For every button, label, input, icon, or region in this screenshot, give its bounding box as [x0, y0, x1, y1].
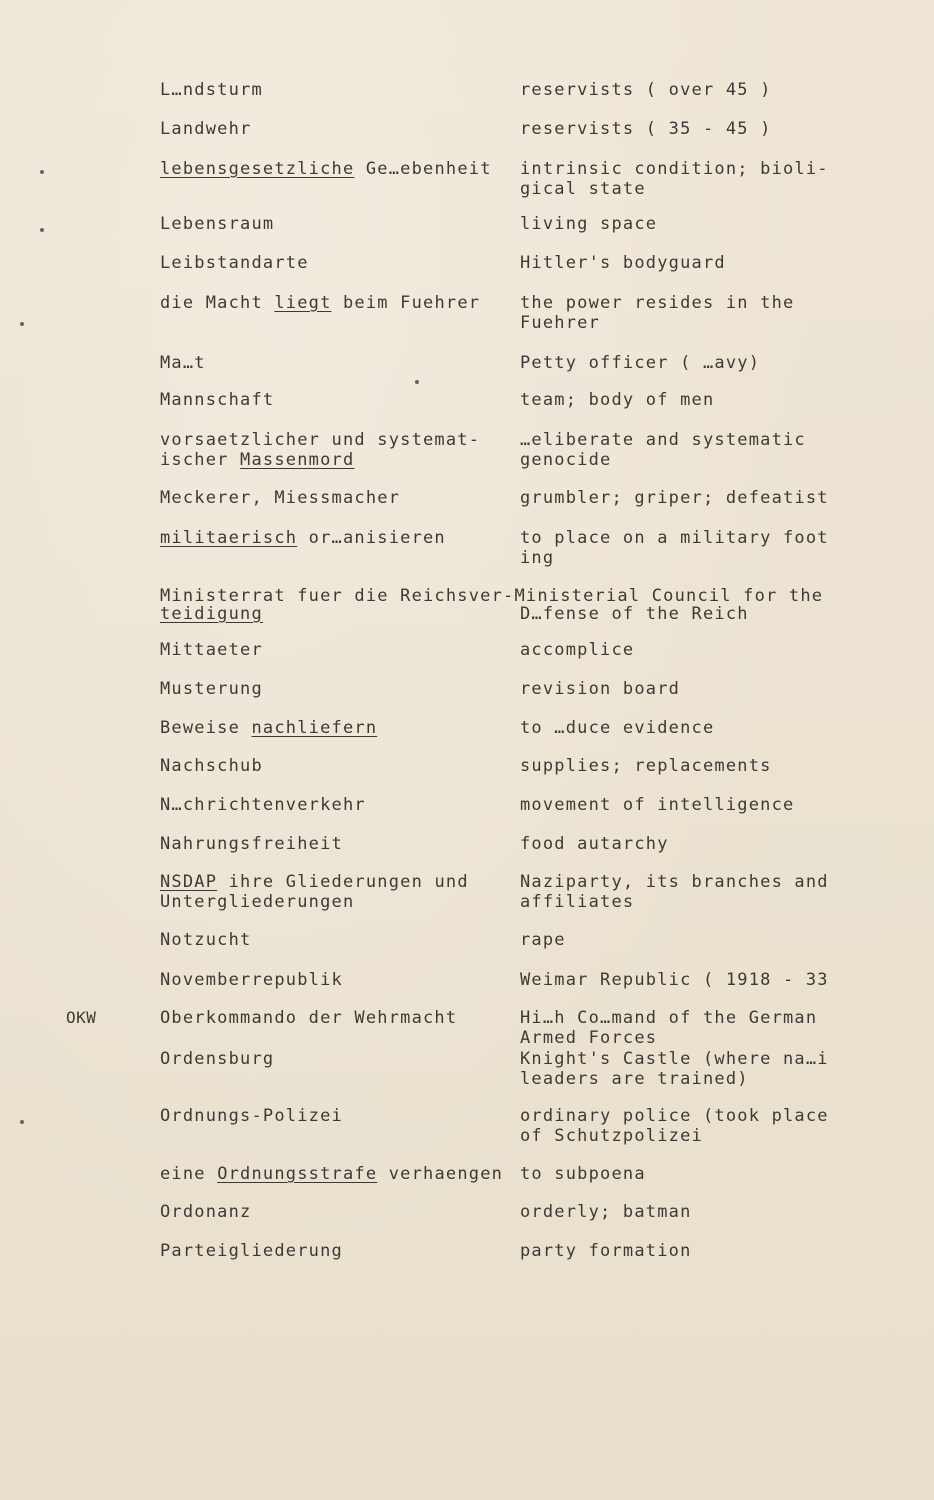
german-term: Leibstandarte — [160, 253, 309, 273]
underlined-word: lebensgesetzliche — [160, 159, 355, 179]
english-translation: reservists ( 35 - 45 ) — [520, 119, 772, 139]
paper-speck — [40, 228, 44, 232]
paper-speck — [20, 1120, 24, 1124]
underlined-word: Ordnungsstrafe — [217, 1164, 378, 1184]
german-term: lebensgesetzliche Ge…ebenheit — [160, 159, 492, 179]
german-term: Notzucht — [160, 930, 252, 950]
german-term: militaerisch or…anisieren — [160, 528, 446, 548]
english-translation: Naziparty, its branches and affiliates — [520, 872, 829, 912]
english-translation: orderly; batman — [520, 1202, 692, 1222]
english-translation: intrinsic condition; bioli- gical state — [520, 159, 829, 199]
paper-speck — [415, 380, 419, 384]
german-term: Mittaeter — [160, 640, 263, 660]
german-term: Landwehr — [160, 119, 252, 139]
english-translation: to subpoena — [520, 1164, 646, 1184]
english-translation: Knight's Castle (where na…i leaders are trained) — [520, 1049, 829, 1089]
german-term: die Macht liegt beim Fuehrer — [160, 293, 481, 313]
english-translation: Hi…h Co…mand of the German Armed Forces — [520, 1008, 818, 1048]
english-translation: reservists ( over 45 ) — [520, 80, 772, 100]
german-term-continuation: teidigung — [160, 604, 263, 624]
english-translation: the power resides in the Fuehrer — [520, 293, 795, 333]
english-translation: party formation — [520, 1241, 692, 1261]
german-term: NSDAP ihre Gliederungen und Untergliederungen — [160, 872, 469, 912]
underlined-word: militaerisch — [160, 528, 298, 548]
underlined-word: NSDAP — [160, 872, 218, 892]
english-translation: revision board — [520, 679, 681, 699]
english-translation: to …duce evidence — [520, 718, 715, 738]
german-term: Parteigliederung — [160, 1241, 343, 1261]
german-term: Ordnungs-Polizei — [160, 1106, 343, 1126]
english-translation: …eliberate and systematic genocide — [520, 430, 806, 470]
underlined-word: Massenmord — [240, 450, 355, 470]
glossary-line: Ministerrat fuer die Reichsver-Ministerial Council for the — [160, 586, 824, 606]
english-translation: Hitler's bodyguard — [520, 253, 726, 273]
german-term: eine Ordnungsstrafe verhaengen — [160, 1164, 504, 1184]
german-term: Novemberrepublik — [160, 970, 343, 990]
abbreviation: OKW — [66, 1008, 97, 1027]
german-term: L…ndsturm — [160, 80, 263, 100]
english-translation: Weimar Republic ( 1918 - 33 — [520, 970, 829, 990]
english-translation: movement of intelligence — [520, 795, 795, 815]
english-translation: supplies; replacements — [520, 756, 772, 776]
german-term: Lebensraum — [160, 214, 275, 234]
german-term: Beweise nachliefern — [160, 718, 378, 738]
german-term: vorsaetzlicher und systemat- ischer Massenmord — [160, 430, 481, 470]
paper-speck — [40, 170, 44, 174]
english-translation: Petty officer ( …avy) — [520, 353, 761, 373]
english-translation: to place on a military foot ing — [520, 528, 829, 568]
english-translation: ordinary police (took place of Schutzpolizei — [520, 1106, 829, 1146]
english-translation: accomplice — [520, 640, 635, 660]
underlined-word: liegt — [274, 293, 332, 313]
english-translation: food autarchy — [520, 834, 669, 854]
german-term: Meckerer, Miessmacher — [160, 488, 401, 508]
german-term: Ordonanz — [160, 1202, 252, 1222]
german-term: Nahrungsfreiheit — [160, 834, 343, 854]
german-term: N…chrichtenverkehr — [160, 795, 366, 815]
german-term: Ordensburg — [160, 1049, 275, 1069]
german-term: Mannschaft — [160, 390, 275, 410]
english-translation: living space — [520, 214, 658, 234]
english-translation-continuation: D…fense of the Reich — [520, 604, 749, 624]
german-term: Ma…t — [160, 353, 206, 373]
english-translation: grumbler; griper; defeatist — [520, 488, 829, 508]
english-translation: rape — [520, 930, 566, 950]
english-translation: team; body of men — [520, 390, 715, 410]
german-term: Musterung — [160, 679, 263, 699]
german-term: Nachschub — [160, 756, 263, 776]
german-term: Oberkommando der Wehrmacht — [160, 1008, 458, 1028]
underlined-word: nachliefern — [251, 718, 378, 738]
paper-speck — [20, 322, 24, 326]
